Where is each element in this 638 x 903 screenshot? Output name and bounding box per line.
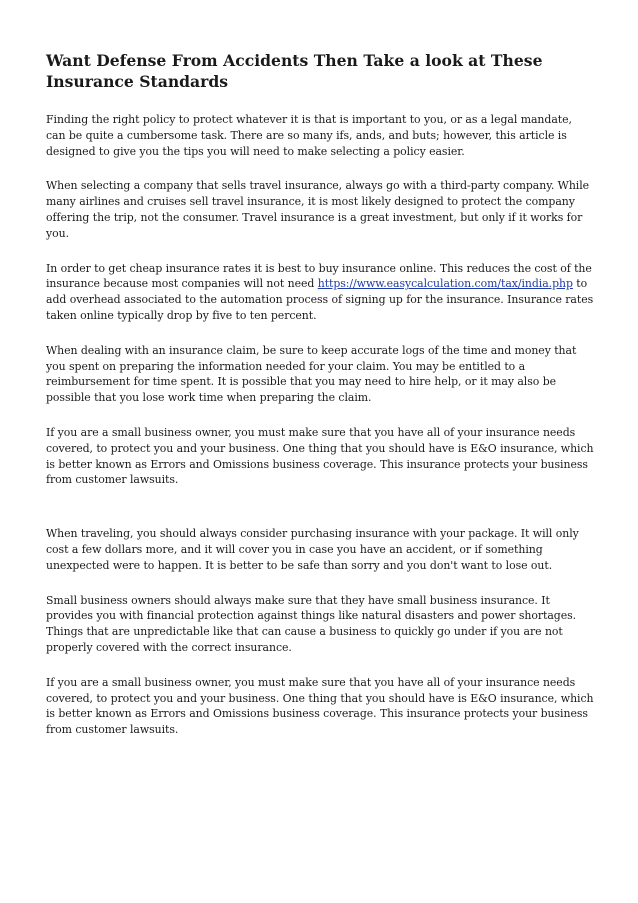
paragraph-travel-package: When traveling, you should always consider purchasing insurance with your package. It will only cost a few dollars more, and it will cover you in case you have an accident, or if something unexpected were to happen. It is better to be safe than sorry and you don't want to lose out. [46,527,579,572]
paragraph-small-business-eo: If you are a small business owner, you must make sure that you have all of your insurance needs covered, to protect you and your business. One thing that you should have is E&O insurance, which is better known as Errors and Omissions business coverage. This insurance protects your business from customer lawsuits. [46,425,594,487]
paragraph-online-rates-text-end: to add overhead associated to the automation process of signing up for the insurance. Insurance rates taken online typically drop by five to ten percent. [46,277,594,322]
paragraph-choosing-policy: Finding the right policy to protect whatever it is that is important to you, or as a legal mandate, can be quite a cumbersome task. There are so many ifs, ands, and buts; however, this article is designed to give you the tips you will need to make selecting a policy easier. [46,113,572,158]
paragraph-online-rates [46,261,594,324]
document-page [46,50,594,757]
paragraph-small-business-insurance: Small business owners should always make sure that they have small business insurance. It provides you with financial protection against things like natural disasters and power shortages. Things that are unpredictable like that can cause a business to quickly go under if you are not properly covered with the correct insurance. [46,593,577,654]
paragraph-small-business-eo-repeat: If you are a small business owner, you must make sure that you have all of your insurance needs covered, to protect you and your business. One thing that you should have is E&O insurance, which is better known as Errors and Omissions business coverage. This insurance protects your business from customer lawsuits. [46,675,594,737]
document-title: Want Defense From Accidents Then Take a look at These Insurance Standards [46,51,543,91]
paragraph-claim-logs: When dealing with an insurance claim, be sure to keep accurate logs of the time and money that you spent on preparing the information needed for your claim. You may be entitled to a reimbursement for time spent. It is possible that you may need to hire help, or it may also be possible that you lose work time when preparing the claim. [46,343,577,405]
easycalculation-link[interactable]: https://www.easycalculation.com/tax/india.php [317,277,573,291]
paragraph-travel-insurance: When selecting a company that sells travel insurance, always go with a third-party company. While many airlines and cruises sell travel insurance, it is most likely designed to protect the company offering the trip, not the consumer. Travel insurance is a great investment, but only if it works for you. [46,179,590,240]
paragraph-online-rates-text-start: In order to get cheap insurance rates it is best to buy insurance online. This reduces the cost of the insurance because most companies will not need [46,261,592,291]
